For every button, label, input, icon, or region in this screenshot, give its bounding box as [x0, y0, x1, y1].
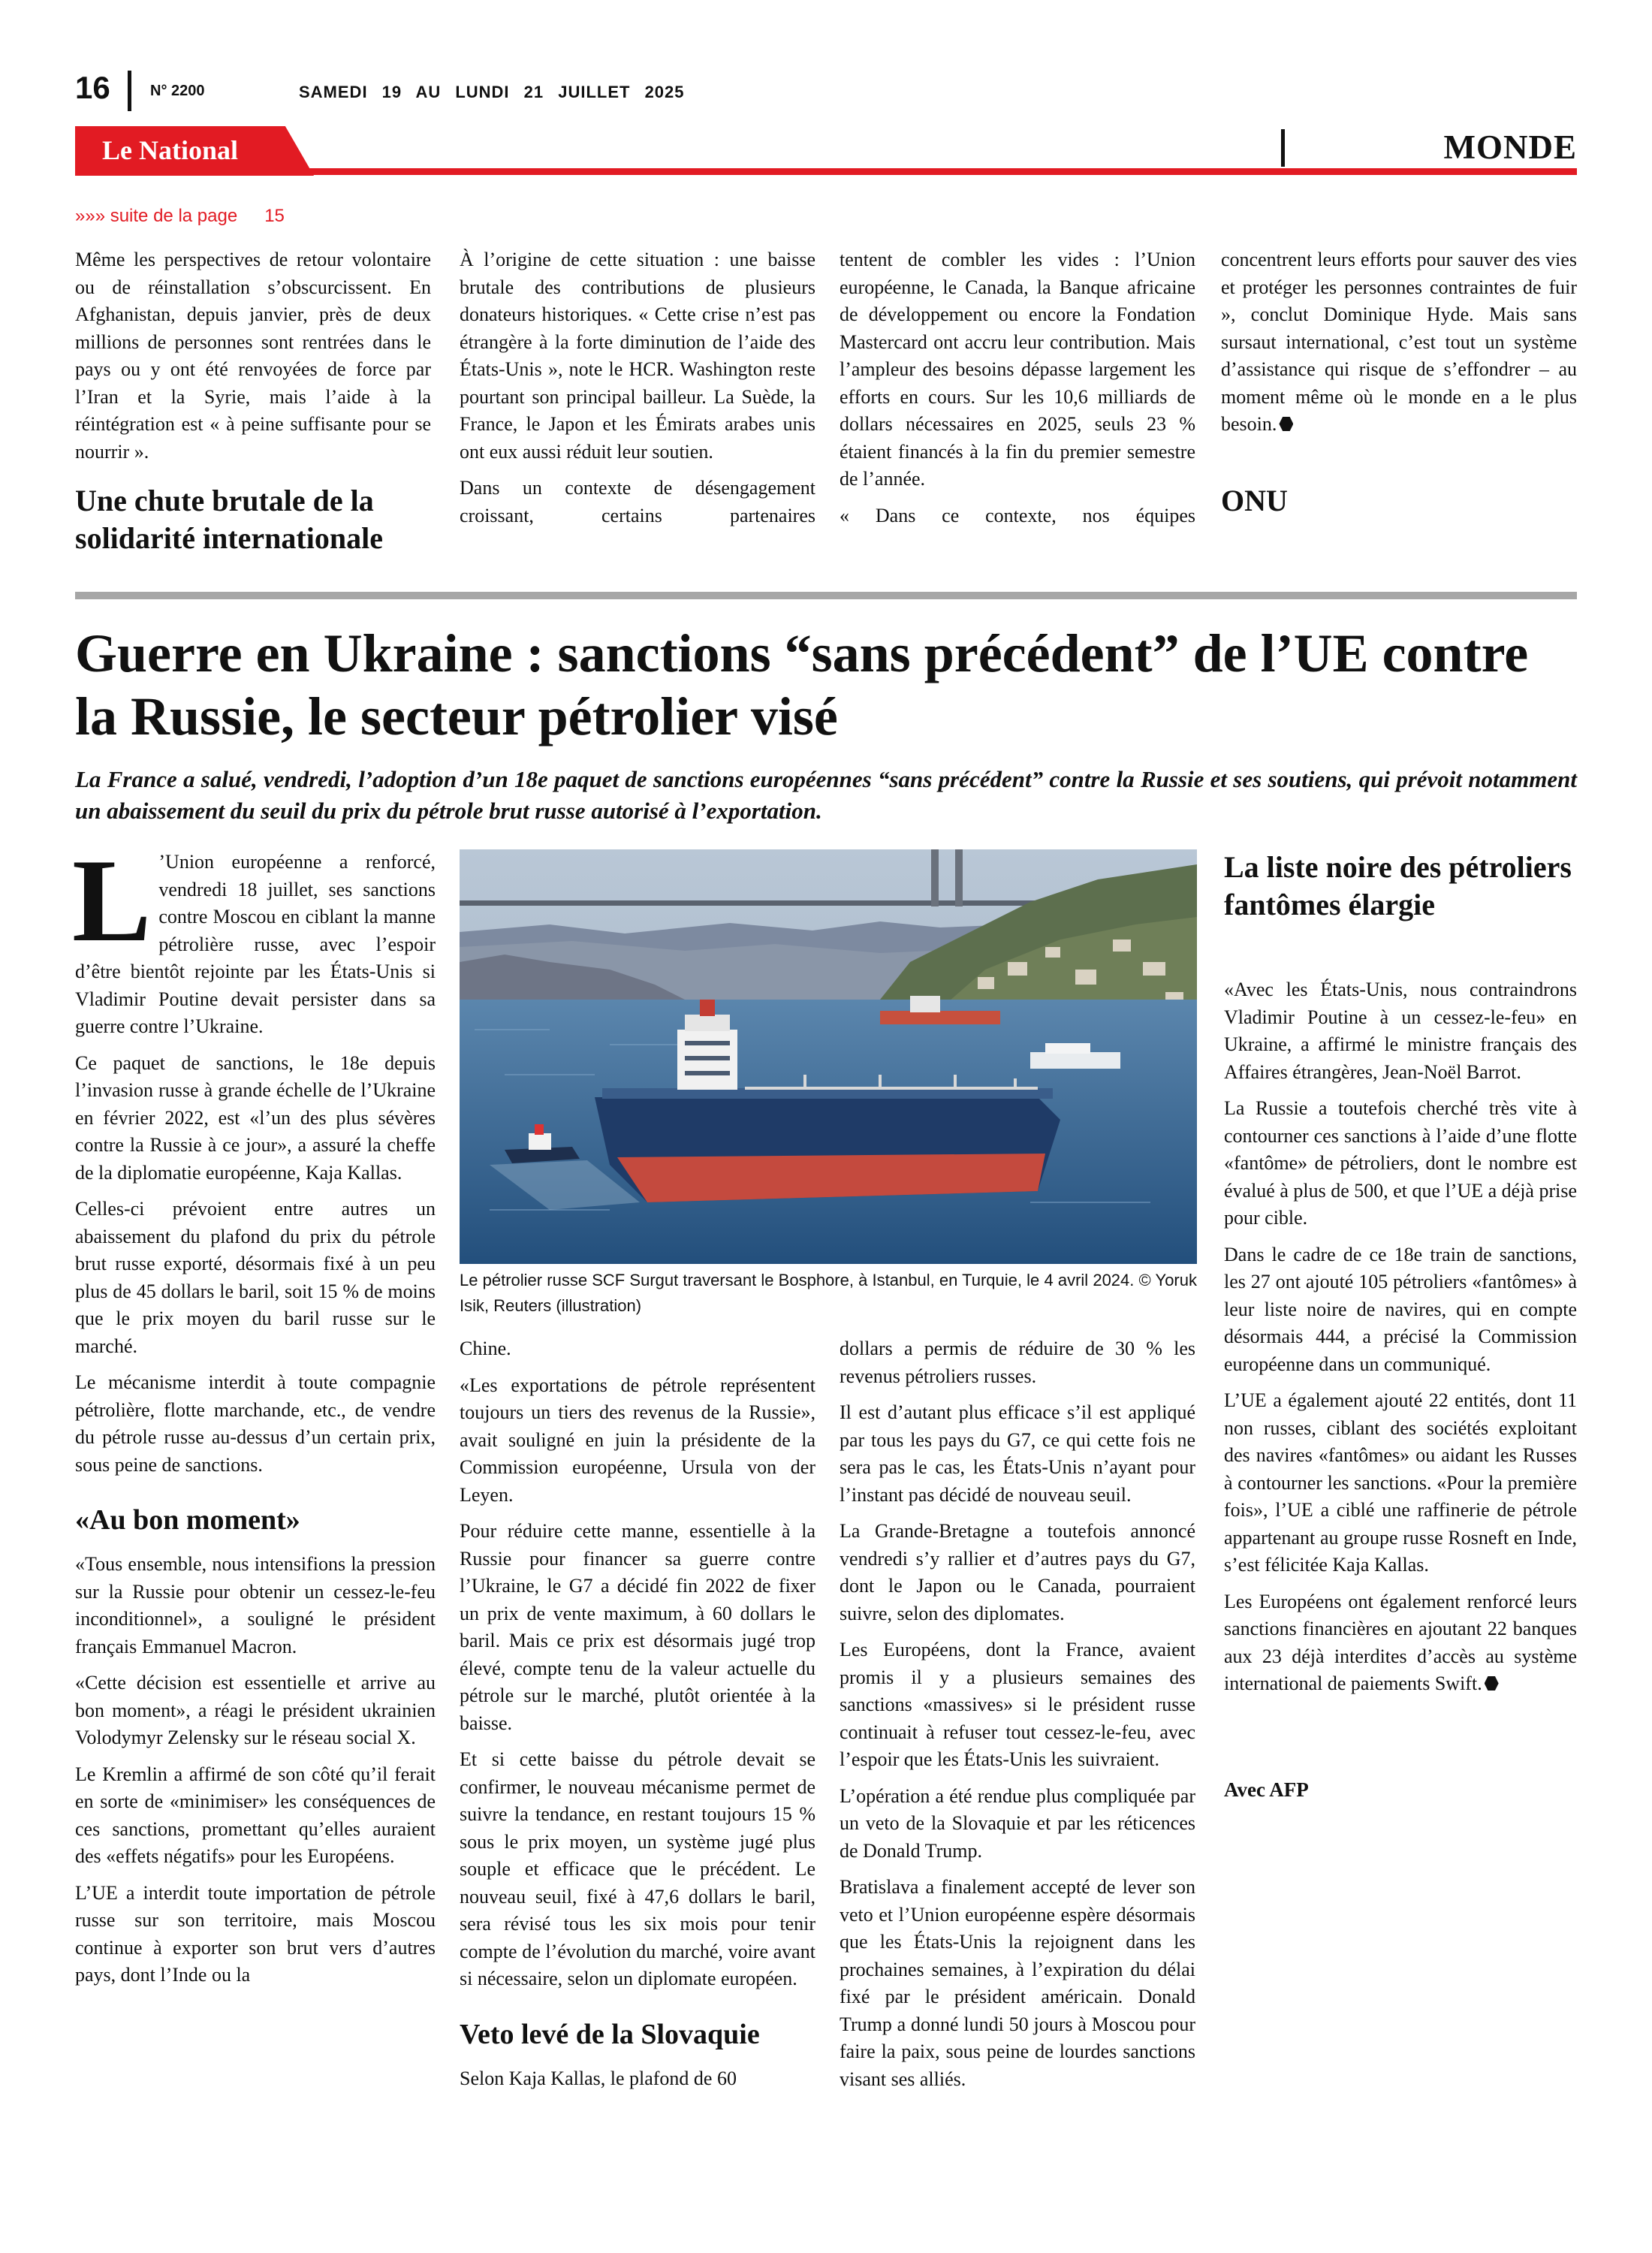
newspaper-logo-text: Le National: [102, 135, 239, 165]
prev-article-col-2: [460, 246, 815, 538]
paragraph: «Les exportations de pétrole représentent toujours un tiers des revenus de la Russie», avait souligné en juin la présidente de la Commission européenne, Ursula von der Leyen.: [460, 1374, 815, 1506]
continued-label: »»» suite de la page: [75, 206, 238, 226]
paragraph: La Russie a toutefois cherché très vite à contourner ces sanctions à l’aide d’une flotte «fantôme» de pétroliers, dont le nombre est évalué à plus de 500, et que l’UE a déjà prise pour cible.: [1224, 1097, 1577, 1229]
photo-caption: Le pétrolier russe SCF Surgut traversant le Bosphore, à Istanbul, en Turquie, le 4 avril 2024. © Yoruk Isik, Reuters (illustration): [460, 1271, 1197, 1315]
paragraph-text: concentrent leurs efforts pour sauver des vies et protéger les personnes contraintes de fuir », conclut Dominique Hyde. Mais sans sursaut international, c’est tout un système d’assistance qui risque de s’effondrer – au moment même où le monde en a le plus besoin.: [1221, 249, 1577, 435]
continued-from: [75, 206, 285, 227]
tanker-bosphorus-image: [460, 849, 1197, 1264]
continued-page: 15: [264, 206, 285, 226]
prev-article-col-1: [75, 246, 431, 568]
article-col-4: [1224, 976, 1577, 1803]
page-number-divider: [128, 71, 131, 111]
article-subhead: Veto levé de la Slovaquie: [460, 2018, 760, 2050]
paragraph: Même les perspectives de retour volontaire ou de réinstallation s’obscurcissent. En Afghanistan, depuis janvier, près de deux millions de personnes sont rentrées dans le pays ou y ont été renvoyées de force par l’Iran et la Syrie, mais l’aide à la réintégration est « à peine suffisante pour se nourrir ».: [75, 249, 431, 463]
side-headline: La liste noire des pétroliers fantômes élargie: [1224, 850, 1572, 921]
issue-number: N° 2200: [150, 83, 205, 99]
paragraph: «Tous ensemble, nous intensifions la pression sur la Russie pour obtenir un cessez-le-feu inconditionnel», a souligné le président français Emmanuel Macron.: [75, 1553, 436, 1657]
end-mark-icon: [1279, 417, 1293, 431]
header-rule: [75, 168, 1577, 175]
paragraph: [72, 835, 436, 1041]
prev-article-signature: ONU: [1221, 483, 1288, 517]
prev-article-col-3: [840, 246, 1195, 538]
paragraph: «Avec les États-Unis, nous contraindrons Vladimir Poutine à un cessez-le-feu» en Ukraine, a affirmé le ministre français des Affaires étrangères, Jean-Noël Barrot.: [1224, 979, 1577, 1083]
paragraph: À l’origine de cette situation : une baisse brutale des contributions de plusieurs donateurs historiques. « Cette crise n’est pas étrangère à la forte diminution de l’aide des États-Unis », note le HCR. Washington reste pourtant son principal bailleur. La Suède, la France, le Japon et les Émirats arabes unis ont eux aussi réduit leur soutien.: [460, 249, 815, 463]
paragraph: [1224, 1588, 1577, 1698]
paragraph: Il est d’autant plus efficace s’il est appliqué par tous les pays du G7, ce qui cette fois ne sera pas le cas, les États-Unis n’ayant pour l’instant pas décidé de nouveau seuil.: [840, 1401, 1195, 1506]
paragraph: [1221, 246, 1577, 439]
article-photo: [460, 849, 1197, 1264]
paragraph: Pour réduire cette manne, essentielle à la Russie pour financer sa guerre contre l’Ukraine, le G7 a décidé fin 2022 de fixer un prix de vente maximum, à 60 dollars le baril. Mais ce prix est désormais jugé trop élevé, compte tenu de la valeur actuelle du pétrole sur le marché, plutôt orientée à la baisse.: [460, 1520, 815, 1734]
paragraph-text: ’Union européenne a renforcé, vendredi 18 juillet, ses sanctions contre Moscou en ciblant la manne pétrolière russe, avec l’espoir d’être bientôt rejointe par les États-Unis si Vladimir Poutine devait persister dans sa guerre contre l’Ukraine.: [75, 851, 436, 1037]
paragraph: Celles-ci prévoient entre autres un abaissement du plafond du prix du pétrole brut russe exporté, désormais fixé à un peu plus de 45 dollars le baril, soit 15 % de moins que le prix moyen du baril russe sur le marché.: [75, 1198, 436, 1357]
paragraph: Ce paquet de sanctions, le 18e depuis l’invasion russe à grande échelle de l’Ukraine en février 2022, est «l’un des plus sévères contre la Russie à ce jour», a assuré la cheffe de la diplomatie européenne, Kaja Kallas.: [75, 1051, 436, 1184]
article-lede: La France a salué, vendredi, l’adoption d’un 18e paquet de sanctions européennes “sans précédent” contre la Russie et ses soutiens, qui prévoit notamment un abaissement du seuil du prix du pétrole brut russe autorisé à l’exportation.: [75, 766, 1577, 824]
paragraph: Le mécanisme interdit à toute compagnie pétrolière, flotte marchande, etc., de vendre du pétrole russe au-dessus d’un certain prix, sous peine de sanctions.: [75, 1371, 436, 1476]
article-col-1: [72, 835, 436, 1998]
paragraph: Bratislava a finalement accepté de lever son veto et l’Union européenne espère désormais que les États-Unis la rejoignent dans les prochaines semaines, à l’expiration du délai fixé par le président américain. Donald Trump a donné lundi 50 jours à Moscou pour faire la paix, sous peine de lourdes sanctions visant ses alliés.: [840, 1876, 1195, 2090]
end-mark-icon: [1485, 1676, 1499, 1691]
paragraph: Chine.: [460, 1338, 511, 1359]
paragraph: Le Kremlin a affirmé de son côté qu’il ferait en sorte de «minimiser» les conséquences de ces sanctions, promettant qu’elles auraient des «effets négatifs» pour les Européens.: [75, 1763, 436, 1867]
paragraph: L’UE a interdit toute importation de pétrole russe sur son territoire, mais Moscou continue à exporter son brut vers d’autres pays, dont l’Inde ou la: [75, 1881, 436, 1986]
article-subhead: «Au bon moment»: [75, 1504, 300, 1536]
issue-date: SAMEDI 19 AU LUNDI 21 JUILLET 2025: [299, 83, 685, 101]
article-separator: [75, 592, 1577, 599]
paragraph: Et si cette baisse du pétrole devait se confirmer, le nouveau mécanisme permet de suivre la tendance, en restant toujours 15 % sous le prix moyen, un système jugé plus souple et efficace que le précédent. Le nouveau seuil, fixé à 47,6 dollars le baril, sera révisé tous les six mois pour tenir compte de l’évolution du marché, voire avant si nécessaire, selon un diplomate européen.: [460, 1748, 815, 1989]
paragraph: Selon Kaja Kallas, le plafond de 60: [460, 2067, 737, 2089]
paragraph: Dans un contexte de désengagement croissant, certains partenaires: [460, 477, 815, 526]
article-col-3: [840, 1335, 1195, 2102]
prev-article-subhead: Une chute brutale de la solidarité internationale: [75, 484, 383, 555]
article-col-2: [460, 1335, 815, 2101]
paragraph: L’opération a été rendue plus compliquée par un veto de la Slovaquie et par les réticences de Donald Trump.: [840, 1784, 1195, 1862]
paragraph: « Dans ce contexte, nos équipes: [840, 504, 1195, 526]
article-signature: Avec AFP: [1224, 1778, 1309, 1801]
section-divider: [1281, 129, 1285, 167]
paragraph: L’UE a également ajouté 22 entités, dont 11 non russes, ciblant des sociétés exploitant des navires «fantômes» ou aidant les Russes à contourner les sanctions. «Pour la première fois», l’UE a ciblé une raffinerie de pétrole appartenant au groupe russe Rosneft en Inde, s’est félicitée Kaja Kallas.: [1224, 1389, 1577, 1576]
paragraph: tentent de combler les vides : l’Union européenne, le Canada, la Banque africaine de développement ou encore la Fondation Mastercard ont accru leur contribution. Mais l’ampleur des besoins dépasse largement les efforts en cours. Sur les 10,6 milliards de dollars nécessaires en 2025, seuls 23 % étaient financés à la fin du premier semestre de l’année.: [840, 249, 1195, 490]
section-title: MONDE: [1443, 128, 1577, 166]
paragraph-text: Les Européens ont également renforcé leurs sanctions financières en ajoutant 22 banques aux 23 déjà interdites d’accès au système international de paiements Swift.: [1224, 1590, 1577, 1694]
paragraph: dollars a permis de réduire de 30 % les revenus pétroliers russes.: [840, 1338, 1195, 1387]
paragraph: La Grande-Bretagne a toutefois annoncé vendredi s’y rallier et d’autres pays du G7, dont le Japon ou le Canada, pourraient suivre, selon des diplomates.: [840, 1520, 1195, 1624]
page-number: 16: [75, 70, 110, 105]
paragraph: Les Européens, dont la France, avaient promis il y a plusieurs semaines des sanctions «massives» si le président russe continuait à refuser tout cessez-le-feu, avec l’espoir que les États-Unis les suivraient.: [840, 1639, 1195, 1770]
paragraph: «Cette décision est essentielle et arrive au bon moment», a réagi le président ukrainien Volodymyr Zelensky sur le réseau social X.: [75, 1672, 436, 1748]
prev-article-col-4: [1221, 246, 1577, 520]
drop-cap: L: [72, 835, 152, 967]
article-headline: Guerre en Ukraine : sanctions “sans précédent” de l’UE contre la Russie, le secteur pétrolier visé: [75, 623, 1529, 746]
paragraph: Dans le cadre de ce 18e train de sanctions, les 27 ont ajouté 105 pétroliers «fantômes» à leur liste noire de navires, qui en compte désormais 444, a précisé la Commission européenne dans un communiqué.: [1224, 1243, 1577, 1375]
